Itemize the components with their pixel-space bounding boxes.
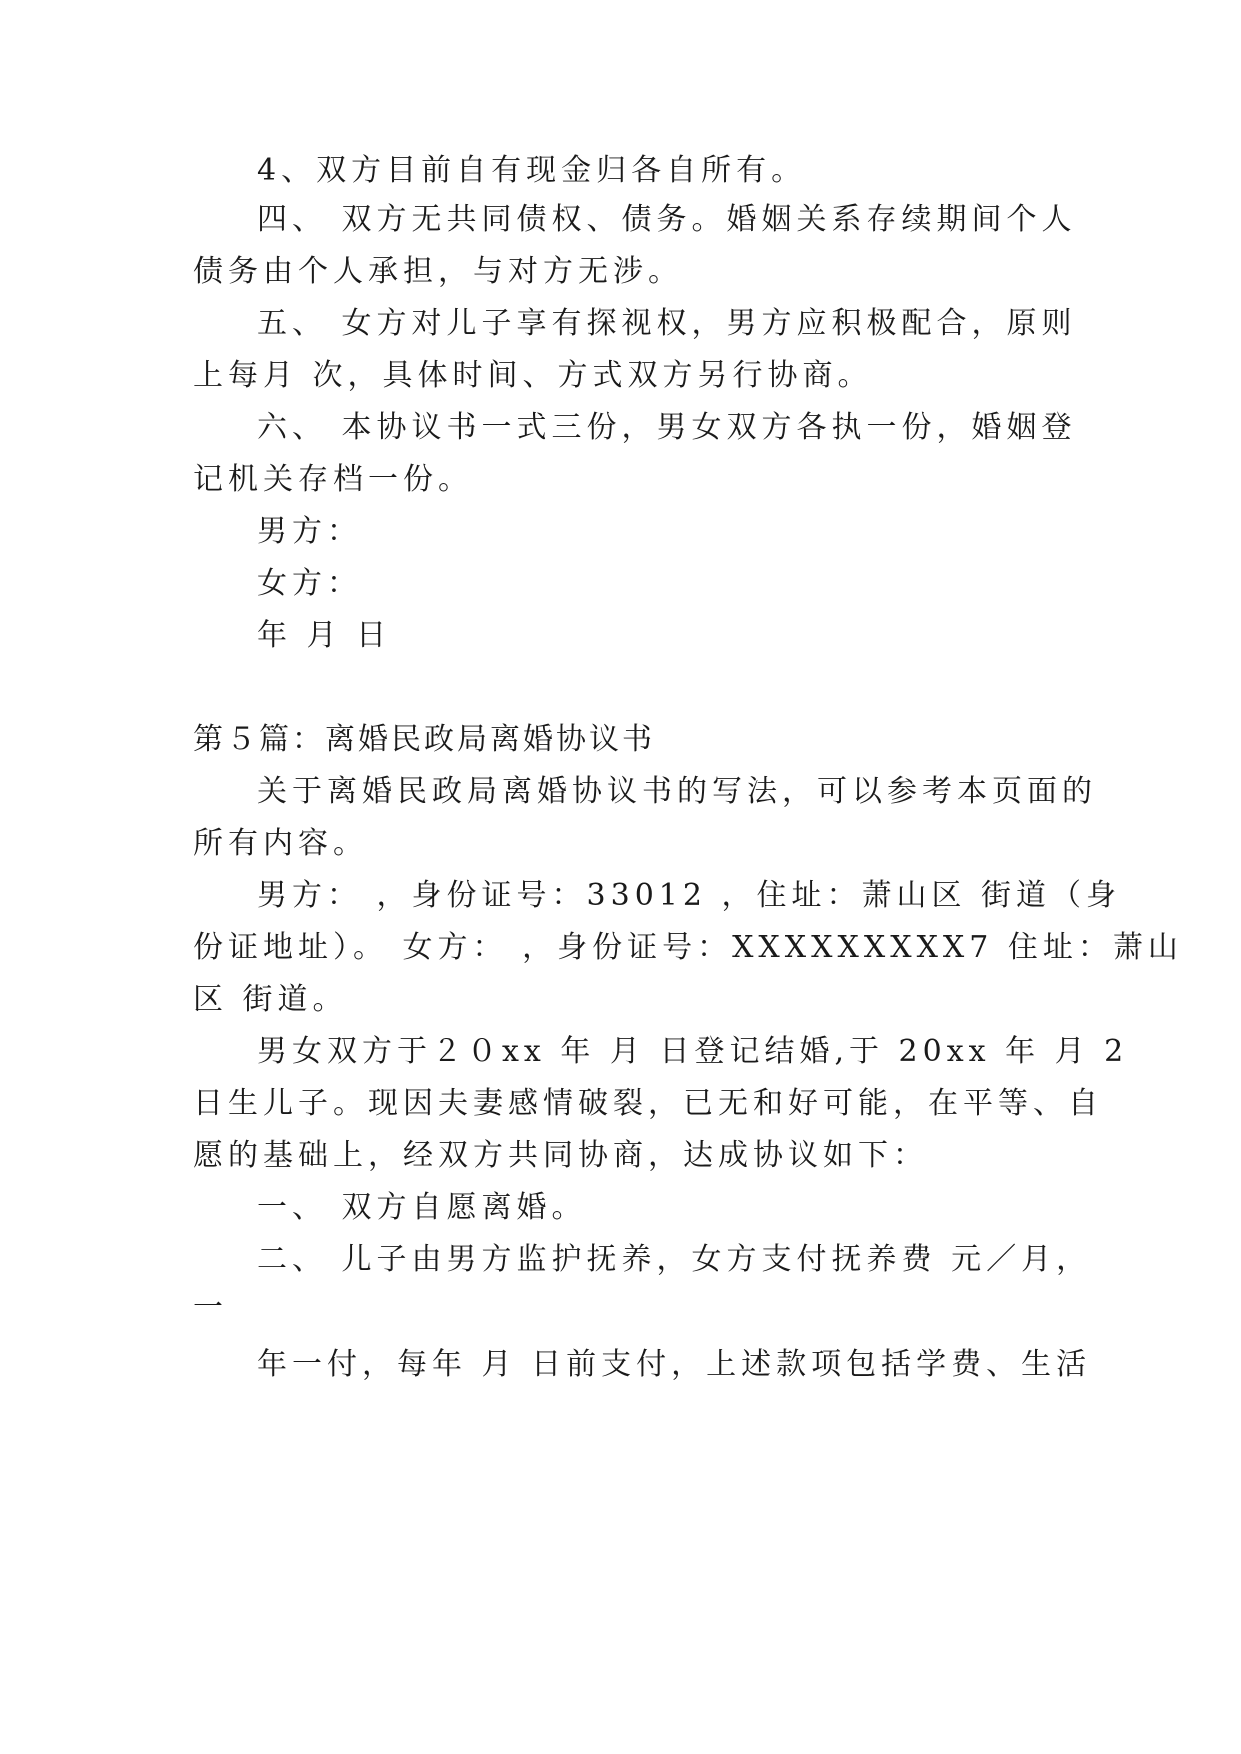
paragraph-line: 记机关存档一份。: [193, 462, 473, 497]
paragraph-line: 四、 双方无共同债权、债务。婚姻关系存续期间个人: [257, 202, 1077, 237]
paragraph-line: 关于离婚民政局离婚协议书的写法，可以参考本页面的: [257, 774, 1097, 809]
paragraph-line: 五、 女方对儿子享有探视权，男方应积极配合，原则: [257, 306, 1077, 341]
paragraph-line: 4、双方目前自有现金归各自所有。: [257, 153, 807, 188]
paragraph-line: 男女双方于２０xx 年 月 日登记结婚,于 20xx 年 月 2: [257, 1034, 1129, 1069]
paragraph-line: 愿的基础上，经双方共同协商，达成协议如下：: [193, 1138, 928, 1173]
paragraph-line: 债务由个人承担，与对方无涉。: [193, 254, 683, 289]
section-heading: 第５篇：离婚民政局离婚协议书: [193, 722, 655, 757]
paragraph-line: 男方： ，身份证号：33012 ，住址：萧山区 街道（身: [257, 878, 1122, 913]
paragraph-line: 上每月 次，具体时间、方式双方另行协商。: [193, 358, 873, 393]
date-line: 年 月 日: [257, 618, 392, 653]
signature-line-female: 女方：: [257, 566, 362, 601]
paragraph-line: 年一付，每年 月 日前支付，上述款项包括学费、生活: [257, 1347, 1092, 1382]
paragraph-line: 日生儿子。现因夫妻感情破裂，已无和好可能，在平等、自: [193, 1086, 1103, 1121]
paragraph-line: 一: [193, 1290, 228, 1325]
paragraph-line: 份证地址）。 女方： ，身份证号：XXXXXXXXX7 住址：萧山: [193, 930, 1183, 965]
paragraph-line: 区 街道。: [193, 982, 348, 1017]
paragraph-line: 一、 双方自愿离婚。: [257, 1190, 587, 1225]
paragraph-line: 二、 儿子由男方监护抚养，女方支付抚养费 元／月，: [257, 1242, 1092, 1277]
paragraph-line: 六、 本协议书一式三份，男女双方各执一份，婚姻登: [257, 410, 1077, 445]
signature-line-male: 男方：: [257, 514, 362, 549]
paragraph-line: 所有内容。: [193, 826, 368, 861]
